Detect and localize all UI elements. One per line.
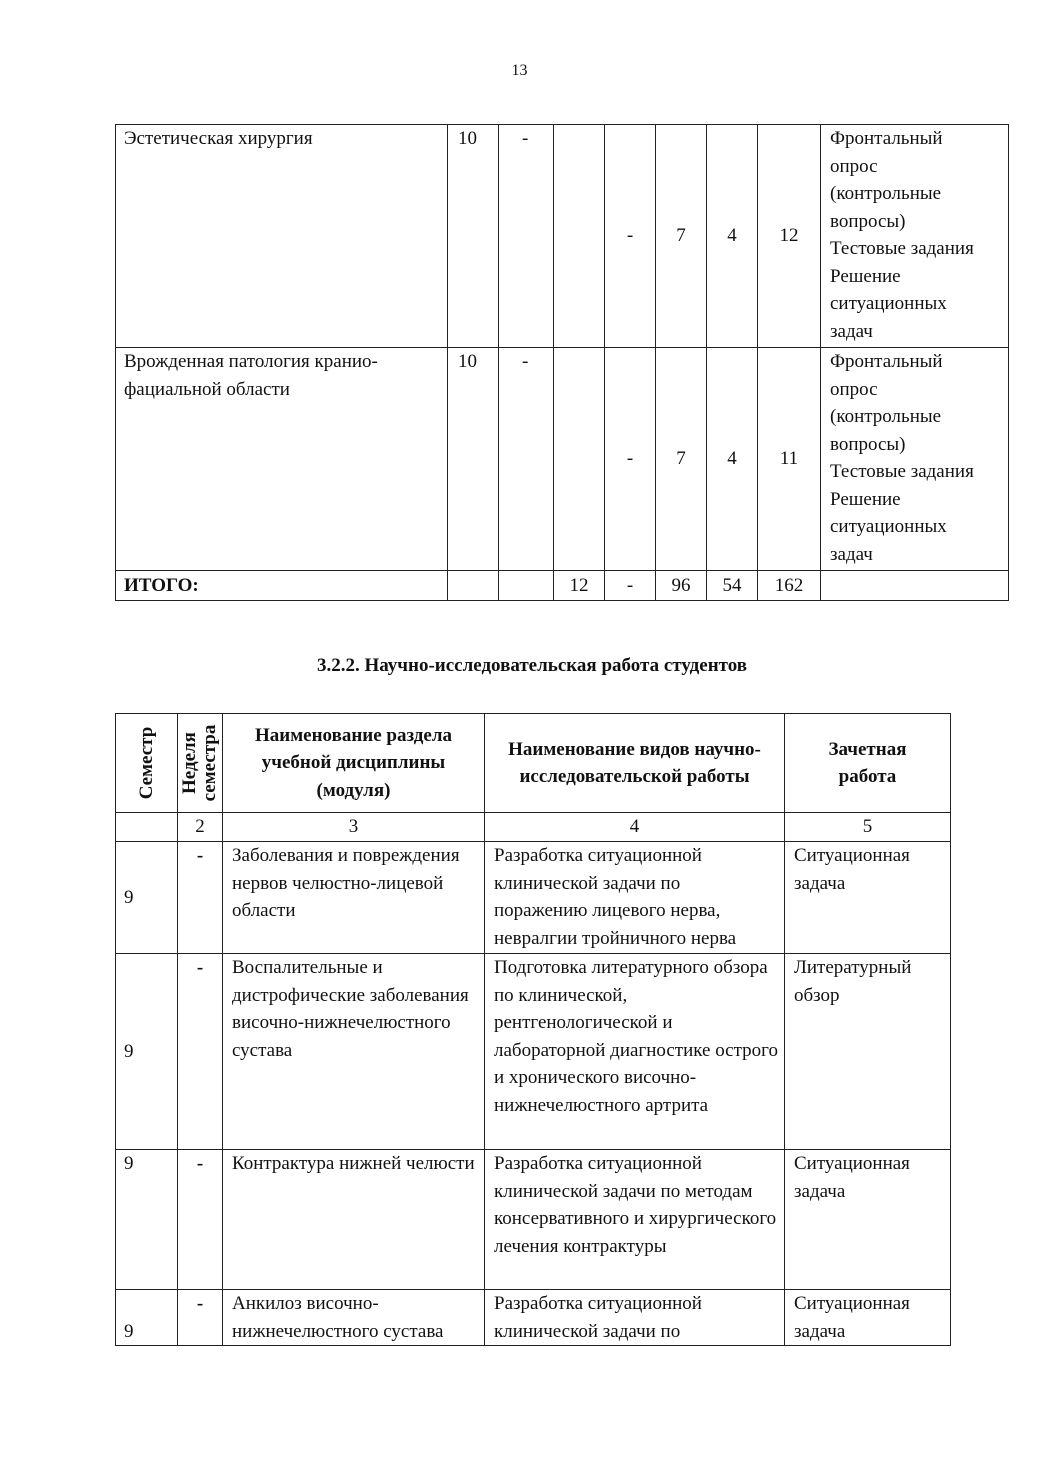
section-cell: Воспалительные и дистрофические заболевания височно-нижнечелюстного сустава	[223, 954, 485, 1150]
hours-cell: 4	[707, 125, 758, 348]
week-cell: -	[178, 842, 223, 954]
total-cell: 54	[707, 571, 758, 601]
research-cell: Подготовка литературного обзора по клинической, рентгенологической и лабораторной диагностике острого и хронического височно-нижнечелюстного артрита	[485, 954, 785, 1150]
hours-cell: -	[605, 125, 656, 348]
header-research: Наименование видов научно-исследовательской работы	[485, 714, 785, 813]
section-cell: Анкилоз височно-нижнечелюстного сустава	[223, 1290, 485, 1346]
semester-cell: 9	[116, 1290, 178, 1346]
header-credit: Зачетная работа	[785, 714, 951, 813]
research-cell: Разработка ситуационной клинической задачи по методам консервативного и хирургического лечения контрактуры	[485, 1150, 785, 1290]
table-row	[116, 125, 1009, 348]
total-cell: 162	[758, 571, 821, 601]
control-forms: Фронтальный опрос (контрольные вопросы) Тестовые задания Решение ситуационных задач	[821, 348, 1009, 571]
semester-cell: 9	[116, 842, 178, 954]
table-row	[116, 954, 951, 1150]
header-week: Неделя семестра	[178, 714, 223, 813]
table-row	[116, 1290, 951, 1346]
hours-cell: 4	[707, 348, 758, 571]
hours-cell: -	[605, 348, 656, 571]
hours-total-cell: 12	[758, 125, 821, 348]
credit-cell: Литературный обзор	[785, 954, 951, 1150]
hours-total-cell: 11	[758, 348, 821, 571]
header-row	[116, 714, 951, 813]
page-number: 13	[511, 62, 528, 79]
total-cell: 96	[656, 571, 707, 601]
col-number: 4	[485, 813, 785, 842]
col-number: 5	[785, 813, 951, 842]
header-section: Наименование раздела учебной дисциплины (модуля)	[223, 714, 485, 813]
credit-cell: Ситуационная задача	[785, 1150, 951, 1290]
total-cell	[821, 571, 1009, 601]
table-row	[116, 348, 1009, 571]
semester-cell: 9	[116, 1150, 178, 1290]
table-row	[116, 1150, 951, 1290]
section-title: 3.2.2. Научно-исследовательская работа студентов	[316, 655, 748, 676]
semester-cell: 10	[448, 348, 499, 571]
total-cell: 12	[554, 571, 605, 601]
credit-cell: Ситуационная задача	[785, 842, 951, 954]
total-cell	[448, 571, 499, 601]
col-number: 2	[178, 813, 223, 842]
column-numbers-row	[116, 813, 951, 842]
control-forms: Фронтальный опрос (контрольные вопросы) Тестовые задания Решение ситуационных задач	[821, 125, 1009, 348]
research-cell: Разработка ситуационной клинической задачи по поражению лицевого нерва, невралгии тройничного нерва	[485, 842, 785, 954]
total-cell	[499, 571, 554, 601]
col-number: 3	[223, 813, 485, 842]
assessment-table	[115, 124, 1009, 601]
hours-cell: 7	[656, 348, 707, 571]
header-semester: Семестр	[116, 714, 178, 813]
week-cell: -	[178, 1290, 223, 1346]
week-cell: -	[499, 348, 554, 571]
total-cell: -	[605, 571, 656, 601]
week-cell: -	[499, 125, 554, 348]
table-row	[116, 842, 951, 954]
week-cell: -	[178, 954, 223, 1150]
col-number	[116, 813, 178, 842]
credit-cell: Ситуационная задача	[785, 1290, 951, 1346]
total-label: ИТОГО:	[116, 571, 448, 601]
section-cell: Контрактура нижней челюсти	[223, 1150, 485, 1290]
total-row	[116, 571, 1009, 601]
research-cell: Разработка ситуационной клинической задачи по	[485, 1290, 785, 1346]
semester-cell: 9	[116, 954, 178, 1150]
section-cell: Заболевания и повреждения нервов челюстно-лицевой области	[223, 842, 485, 954]
week-cell: -	[178, 1150, 223, 1290]
topic-name: Врожденная патология кранио-фациальной области	[116, 348, 448, 571]
research-table	[115, 713, 951, 1346]
hours-cell	[554, 348, 605, 571]
hours-cell: 7	[656, 125, 707, 348]
semester-cell: 10	[448, 125, 499, 348]
hours-cell	[554, 125, 605, 348]
topic-name: Эстетическая хирургия	[116, 125, 448, 348]
